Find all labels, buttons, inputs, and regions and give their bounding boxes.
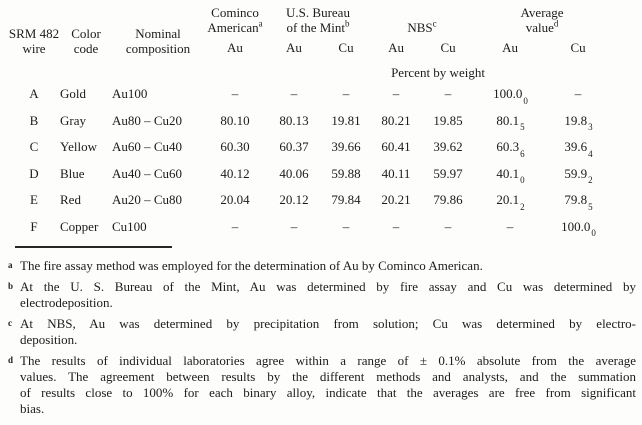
footnote — [8, 279, 636, 311]
subcol-cominco-au: Au — [227, 40, 243, 55]
average-au-value: 40.1 — [496, 165, 520, 181]
average-cu-subscript: 3 — [588, 122, 593, 133]
average-au-value: 60.3 — [496, 139, 520, 155]
table-row — [8, 187, 610, 214]
cell-average-au — [474, 161, 546, 188]
cell-average-cu — [546, 214, 610, 241]
cell-mint-au: 80.13 — [279, 112, 309, 128]
cell-nbs-au: 60.41 — [381, 139, 411, 155]
col-header-mint-line1: U.S. Bureau — [286, 5, 350, 20]
col-header-srm-wire — [8, 5, 60, 56]
footnote — [8, 316, 636, 348]
footnote-line: bias. — [20, 401, 45, 416]
col-header-cominco-line1: Cominco — [211, 5, 259, 20]
footnote-line: The results of individual laboratories agree within a range of ± 0.1% absolute from the average — [20, 353, 636, 368]
table-body — [8, 81, 610, 240]
col-header-nbs-label: NBS$^c$ — [407, 18, 437, 35]
col-header-color-line1: Color — [71, 26, 101, 41]
cell-nbs-au: – — [392, 218, 400, 234]
cell-wire: C — [29, 139, 39, 155]
footnote-line: At the U. S. Bureau of the Mint, Au was determined by fire assay and Cu was determined by — [20, 279, 636, 294]
average-au-subscript: 2 — [520, 201, 525, 212]
footnote-text — [20, 279, 636, 311]
subcol-nbs-au: Au — [388, 40, 404, 55]
footnote-marker: d — [8, 355, 14, 365]
cell-wire: A — [29, 86, 39, 102]
col-header-srm-wire-line1: SRM 482 — [8, 26, 60, 41]
average-cu-subscript: 0 — [591, 228, 596, 239]
average-au-subscript: 6 — [520, 148, 525, 159]
cell-nbs-cu: 39.62 — [433, 139, 463, 155]
average-cu-value: 19.8 — [564, 112, 588, 128]
cell-color-code: Red — [60, 192, 81, 208]
table-row — [8, 81, 610, 108]
cell-color-code: Blue — [60, 165, 85, 181]
cell-color-code: Yellow — [60, 139, 97, 155]
cell-average-au — [474, 134, 546, 161]
units-row-spacer — [8, 56, 266, 81]
cell-average-cu — [546, 108, 610, 135]
footnote-line: At NBS, Au was determined by precipitation from solution; Cu was determined by electro- — [20, 316, 636, 331]
cell-color-code: Copper — [60, 218, 99, 234]
cell-color-code: Gold — [60, 86, 86, 102]
cell-average-au — [474, 81, 546, 108]
header-row-main — [8, 5, 610, 35]
cell-wire: E — [30, 192, 38, 208]
footnote-marker: a — [8, 260, 13, 270]
col-header-cominco-line2: American$^a$ — [207, 18, 263, 35]
units-row — [8, 56, 610, 81]
footnote-line: deposition. — [20, 332, 78, 347]
footnote-marker: c — [8, 318, 12, 328]
cell-composition: Au80 – Cu20 — [112, 112, 183, 128]
cell-wire: F — [30, 218, 38, 234]
col-header-average-line2: value$^d$ — [525, 18, 559, 35]
footnote-ref-a: a — [258, 18, 263, 29]
cell-nbs-au: 40.11 — [381, 165, 411, 181]
cell-average-au — [474, 214, 546, 241]
average-cu-value: 39.6 — [564, 139, 588, 155]
cell-nbs-cu: 79.86 — [433, 192, 463, 208]
cell-cominco-au: – — [231, 86, 239, 102]
col-header-color-code — [60, 5, 112, 56]
average-au-subscript: 5 — [520, 122, 525, 133]
cell-color-code: Gray — [60, 112, 86, 128]
cell-average-cu — [546, 134, 610, 161]
table-row — [8, 134, 610, 161]
footnote-ref-d: d — [553, 18, 559, 29]
cell-wire: D — [29, 165, 39, 181]
cell-nbs-cu: 19.85 — [433, 112, 463, 128]
average-au-value: 80.1 — [496, 112, 520, 128]
cell-mint-cu: 19.81 — [331, 112, 361, 128]
subcol-average-au: Au — [502, 40, 518, 55]
cell-nbs-au: 80.21 — [381, 112, 411, 128]
col-header-mint-line2: of the Mint$^b$ — [286, 18, 350, 35]
col-header-us-mint — [266, 5, 370, 35]
units-label: Percent by weight — [391, 65, 485, 80]
footnote-text — [20, 316, 636, 348]
cell-composition: Au60 – Cu40 — [112, 139, 183, 155]
cell-nbs-au: 20.21 — [381, 192, 411, 208]
cell-mint-au: 20.12 — [279, 192, 309, 208]
footnotes — [8, 258, 636, 417]
cell-composition: Au40 – Cu60 — [112, 165, 183, 181]
cell-cominco-au: – — [231, 218, 239, 234]
table-row — [8, 161, 610, 188]
table-row — [8, 108, 610, 135]
cell-nbs-cu: – — [444, 218, 452, 234]
average-au-value: 20.1 — [496, 192, 520, 208]
cell-mint-cu: – — [342, 86, 350, 102]
cell-cominco-au: 80.10 — [220, 112, 250, 128]
footnote-text — [20, 353, 636, 417]
table-row — [8, 214, 610, 241]
col-header-cominco-american — [204, 5, 266, 35]
srm-482-table — [8, 5, 610, 240]
footnote — [8, 353, 636, 417]
subcol-average-cu: Cu — [570, 40, 586, 55]
average-cu-value: – — [574, 86, 582, 102]
subcol-mint-au: Au — [286, 40, 302, 55]
col-header-average-value — [474, 5, 610, 35]
footnote-line: electrodeposition. — [20, 295, 113, 310]
subcol-mint-cu: Cu — [338, 40, 354, 55]
average-cu-subscript: 5 — [588, 201, 593, 212]
cell-average-au — [474, 108, 546, 135]
average-au-value: – — [506, 218, 514, 234]
footnote-line: values. The agreement between results by the different methods and analysts, and the summation — [20, 369, 636, 384]
cell-composition: Au20 – Cu80 — [112, 192, 183, 208]
col-header-color-line2: code — [73, 41, 99, 56]
average-cu-subscript: 2 — [588, 175, 593, 186]
average-au-subscript: 0 — [520, 175, 525, 186]
average-cu-value: 59.9 — [564, 165, 588, 181]
col-header-nominal-composition — [112, 5, 204, 56]
footnote-separator-rule — [15, 246, 172, 248]
cell-nbs-cu: 59.97 — [433, 165, 463, 181]
col-header-srm-wire-line2: wire — [22, 41, 46, 56]
cell-average-cu — [546, 187, 610, 214]
footnote-line: of results close to 100% for each binary alloy, indicate that the averages are free from significant — [20, 385, 636, 400]
subcol-nbs-cu: Cu — [440, 40, 456, 55]
cell-wire: B — [29, 112, 39, 128]
cell-cominco-au: 60.30 — [220, 139, 250, 155]
footnote — [8, 258, 636, 274]
cell-mint-cu: – — [342, 218, 350, 234]
cell-mint-au: 40.06 — [279, 165, 309, 181]
footnote-marker: b — [8, 281, 14, 291]
cell-mint-au: – — [290, 86, 298, 102]
cell-mint-cu: 59.88 — [331, 165, 361, 181]
cell-average-cu — [546, 161, 610, 188]
cell-cominco-au: 40.12 — [220, 165, 250, 181]
average-au-subscript: 0 — [523, 95, 528, 106]
cell-composition: Au100 — [112, 86, 148, 102]
cell-composition: Cu100 — [112, 218, 147, 234]
average-cu-value: 79.8 — [564, 192, 588, 208]
footnote-ref-b: b — [345, 18, 350, 29]
cell-cominco-au: 20.04 — [220, 192, 250, 208]
col-header-average-line1: Average — [520, 5, 564, 20]
cell-mint-au: – — [290, 218, 298, 234]
average-cu-subscript: 4 — [588, 148, 593, 159]
cell-average-cu — [546, 81, 610, 108]
cell-nbs-cu: – — [444, 86, 452, 102]
footnote-line: The fire assay method was employed for the determination of Au by Cominco American. — [20, 258, 483, 273]
footnote-ref-c: c — [432, 18, 437, 29]
footnote-text — [20, 258, 636, 274]
cell-average-au — [474, 187, 546, 214]
cell-mint-au: 60.37 — [279, 139, 309, 155]
col-header-composition-line2: composition — [125, 41, 191, 56]
cell-nbs-au: – — [392, 86, 400, 102]
cell-mint-cu: 39.66 — [331, 139, 361, 155]
cell-mint-cu: 79.84 — [331, 192, 361, 208]
average-au-value: 100.0 — [493, 86, 523, 102]
col-header-nbs — [370, 5, 474, 35]
col-header-composition-line1: Nominal — [135, 26, 181, 41]
average-cu-value: 100.0 — [561, 218, 591, 234]
